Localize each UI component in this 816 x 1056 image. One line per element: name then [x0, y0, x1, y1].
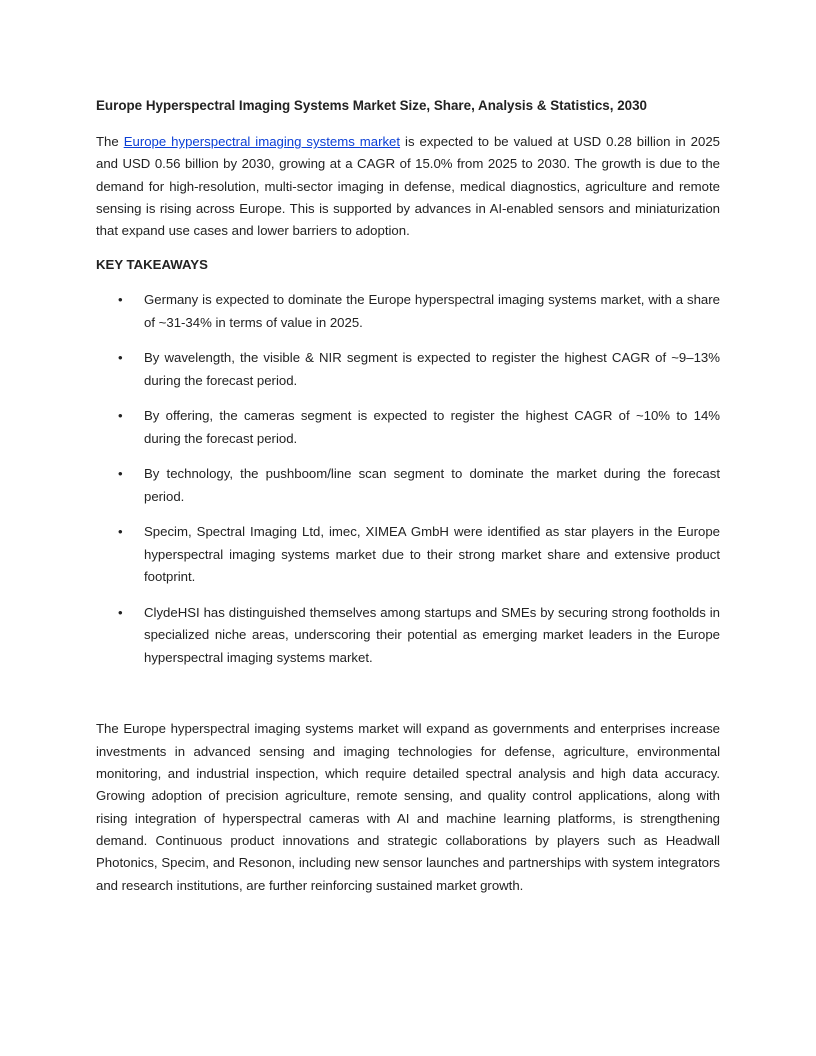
intro-paragraph — [96, 131, 720, 242]
list-item — [96, 521, 720, 589]
bullet-icon: • — [118, 524, 123, 540]
market-link[interactable]: Europe hyperspectral imaging systems market — [123, 134, 401, 149]
list-item — [96, 289, 720, 334]
key-takeaways-list — [96, 289, 720, 669]
key-takeaways-heading: KEY TAKEAWAYS — [96, 257, 208, 273]
list-item-text: ClydeHSI has distinguished themselves among startups and SMEs by securing strong footholds in specialized niche areas, underscoring their potential as emerging market leaders in the Europe hyperspectral imaging systems market. — [144, 604, 720, 665]
document-page — [96, 95, 720, 897]
list-item-text: By offering, the cameras segment is expected to register the highest CAGR of ~10% to 14% during the forecast period. — [144, 408, 720, 446]
list-item — [96, 405, 720, 450]
list-item-text: By wavelength, the visible & NIR segment is expected to register the highest CAGR of ~9–13% during the forecast period. — [144, 350, 720, 388]
list-item-text: Specim, Spectral Imaging Ltd, imec, XIMEA GmbH were identified as star players in the Europe hyperspectral imaging systems market due to their strong market share and extensive product footprint. — [144, 524, 720, 585]
list-item-text: Germany is expected to dominate the Europe hyperspectral imaging systems market, with a share of ~31-34% in terms of value in 2025. — [144, 292, 720, 330]
closing-paragraph: The Europe hyperspectral imaging systems market will expand as governments and enterprises increase investments in advanced sensing and imaging technologies for defense, agriculture, environmental monitoring, and industrial inspection, which require detailed spectral analysis and high data accuracy. Growing adoption of precision agriculture, remote sensing, and quality control applications, along with rising integration of hyperspectral cameras with AI and machine learning platforms, is strengthening demand. Continuous product innovations and strategic collaborations by players such as Headwall Photonics, Specim, and Resonon, including new sensor launches and partnerships with system integrators and research institutions, are further reinforcing sustained market growth. — [96, 721, 720, 893]
list-item — [96, 347, 720, 392]
intro-text: is expected to be valued at USD 0.28 billion in 2025 and USD 0.56 billion by 2030, growing at a CAGR of 15.0% from 2025 to 2030. The growth is due to the demand for high-resolution, multi-sector imaging in defense, medical diagnostics, agriculture and remote sensing is rising across Europe. This is supported by advances in AI-enabled sensors and miniaturization that expand use cases and lower barriers to adoption. — [96, 134, 721, 239]
list-item — [96, 602, 720, 670]
bullet-icon: • — [118, 466, 123, 482]
list-item — [96, 463, 720, 508]
bullet-icon: • — [118, 604, 123, 620]
bullet-icon: • — [118, 292, 123, 308]
intro-prefix: The — [96, 134, 124, 149]
bullet-icon: • — [118, 408, 123, 424]
bullet-icon: • — [118, 350, 123, 366]
list-item-text: By technology, the pushboom/line scan segment to dominate the market during the forecast period. — [144, 466, 720, 504]
document-title: Europe Hyperspectral Imaging Systems Market Size, Share, Analysis & Statistics, 2030 — [96, 98, 647, 113]
